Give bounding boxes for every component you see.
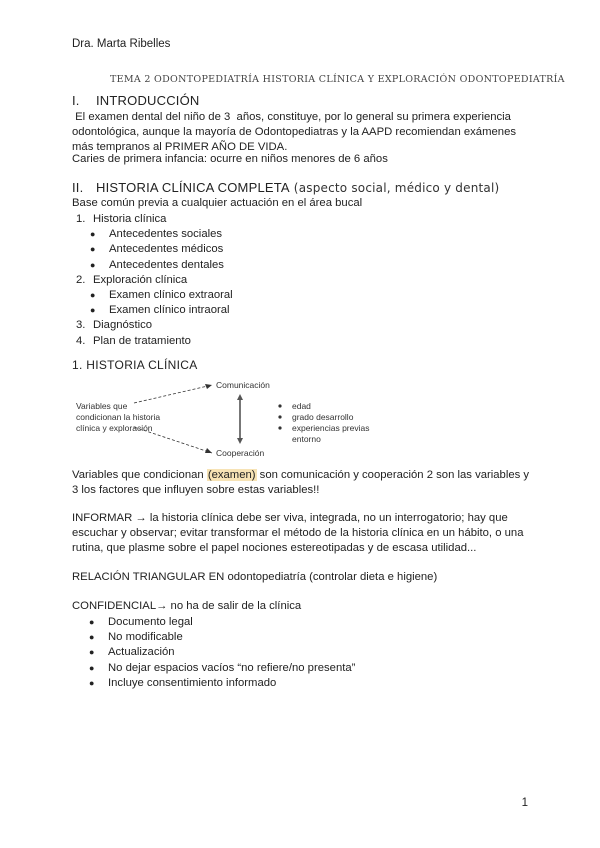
caries-note: Caries de primera infancia: ocurre en niños menores de 6 años [72, 153, 388, 165]
list-label: Plan de tratamiento [93, 334, 191, 347]
section-2-intro: Base común previa a cualquier actuación en el área bucal [72, 197, 363, 209]
highlighted-text: (examen) [207, 469, 256, 481]
informar-line: rutina, que plasme sobre el papel nociones estereotipadas y de escasa utilidad... [72, 542, 477, 554]
list-item [76, 318, 376, 333]
confidencial-title: CONFIDENCIAL→ no ha de salir de la clínica [72, 600, 302, 612]
arrow-head-icon [237, 394, 243, 400]
bullet-icon: ● [89, 617, 95, 627]
topic-title: TEMA 2 ODONTOPEDIATRÍA HISTORIA CLÍNICA Y EXPLORACIÓN ODONTOPEDIATRÍA [110, 74, 565, 85]
bullet-icon: ● [90, 244, 96, 255]
variables-line: 3 los factores que influyen sobre estas variables!! [72, 484, 320, 496]
section-1-heading [72, 93, 200, 108]
variables-text: Variables que condicionan [72, 469, 207, 481]
sub-item-label: Antecedentes dentales [109, 258, 224, 271]
informar-paragraph [72, 511, 547, 556]
diagram-factor-bullets [278, 404, 281, 429]
diagram-left-label-line: Variables que [76, 401, 128, 411]
sub-item-label: Examen clínico extraoral [109, 289, 233, 302]
bullet-icon: ● [89, 632, 95, 643]
list-label: Documento legal [108, 616, 193, 628]
subsection-heading: 1. HISTORIA CLÍNICA [72, 358, 198, 372]
list-number: 3. [76, 319, 86, 332]
diagram-left-label-line: clínica y exploración [76, 423, 153, 433]
variables-paragraph [72, 468, 542, 498]
page-number: 1 [521, 797, 528, 809]
bullet-icon: ● [89, 677, 95, 688]
list-item [76, 334, 376, 349]
list-label: No modificable [108, 631, 183, 644]
sub-item-label: Antecedentes sociales [109, 228, 223, 241]
section-1-title: INTRODUCCIÓN [96, 93, 200, 108]
list-item [76, 645, 476, 660]
arrow-to-comunicacion [134, 385, 212, 403]
list-number: 4. [76, 334, 86, 347]
list-label: Actualización [108, 646, 175, 659]
list-item [76, 676, 476, 691]
bullet-icon: ● [90, 305, 96, 316]
diagram-factor: experiencias previas [292, 423, 370, 433]
relacion-line: RELACIÓN TRIANGULAR EN odontopediatría (controlar dieta e higiene) [72, 571, 438, 583]
list-number: 1. [76, 213, 86, 225]
intro-line: más tempranos al PRIMER AÑO DE VIDA. [72, 141, 288, 153]
page-header: Dra. Marta Ribelles [72, 38, 171, 50]
sub-item-label: Examen clínico intraoral [109, 304, 230, 317]
diagram-top-label: Comunicación [216, 380, 270, 390]
arrow-head-icon [205, 384, 212, 389]
variables-diagram [72, 375, 472, 460]
list-label: Historia clínica [93, 213, 167, 225]
bullet-icon: ● [90, 229, 96, 240]
list-number: 2. [76, 273, 86, 286]
list-item [76, 615, 476, 630]
informar-line: INFORMAR → la historia clínica debe ser viva, integrada, no un interrogatorio; hay que [72, 512, 508, 524]
sub-item-label: Antecedentes médicos [109, 243, 224, 256]
bullet-icon: ● [90, 290, 96, 301]
section-1-number: I. [72, 93, 80, 108]
list-label: Exploración clínica [93, 273, 188, 286]
variables-text: son comunicación y cooperación 2 son las variables y [256, 469, 530, 481]
diagram-factor: grado desarrollo [292, 412, 354, 422]
diagram-bullet-icon [278, 426, 281, 429]
diagram-left-label-line: condicionan la historia [76, 412, 161, 422]
intro-line: odontológica, aunque la mayoría de Odontopediatras y la AAPD recomiendan exámenes [72, 126, 516, 138]
list-item [76, 212, 376, 227]
list-item [76, 661, 476, 676]
bullet-icon: ● [90, 259, 96, 270]
sub-list-item [76, 227, 376, 242]
section-2-title: HISTORIA CLÍNICA COMPLETA [96, 180, 290, 195]
diagram-bullet-icon [278, 415, 281, 418]
sub-list-item [76, 303, 376, 318]
list-label: Diagnóstico [93, 319, 153, 332]
list-item [76, 630, 476, 645]
bullet-icon: ● [89, 662, 95, 673]
list-item [76, 273, 376, 288]
historia-list [76, 212, 376, 349]
informar-line: escuchar y observar; evitar transformar el método de la historia clínica en un hábito, o una [72, 527, 524, 539]
arrow-head-icon [205, 448, 212, 453]
diagram-factor: edad [292, 401, 311, 411]
diagram-bullet-icon [278, 404, 281, 407]
variables-line [72, 468, 542, 483]
sub-list-item [76, 242, 376, 257]
list-label: Incluye consentimiento informado [108, 676, 277, 689]
confidencial-list [76, 615, 476, 691]
arrow-to-cooperacion [134, 427, 212, 453]
section-2-number: II. [72, 180, 84, 195]
sub-list-item [76, 258, 376, 273]
bullet-icon: ● [89, 647, 95, 658]
section-2-heading [72, 180, 499, 195]
intro-line: El examen dental del niño de 3 años, constituye, por lo general su primera experiencia [72, 111, 511, 123]
intro-paragraph [72, 110, 542, 155]
diagram-factor: entorno [292, 434, 321, 444]
arrow-head-icon [237, 438, 243, 444]
section-2-subtitle: (aspecto social, médico y dental) [289, 181, 500, 195]
diagram-bottom-label: Cooperación [216, 448, 265, 458]
sub-list-item [76, 288, 376, 303]
list-label: No dejar espacios vacíos “no refiere/no presenta” [108, 661, 356, 674]
